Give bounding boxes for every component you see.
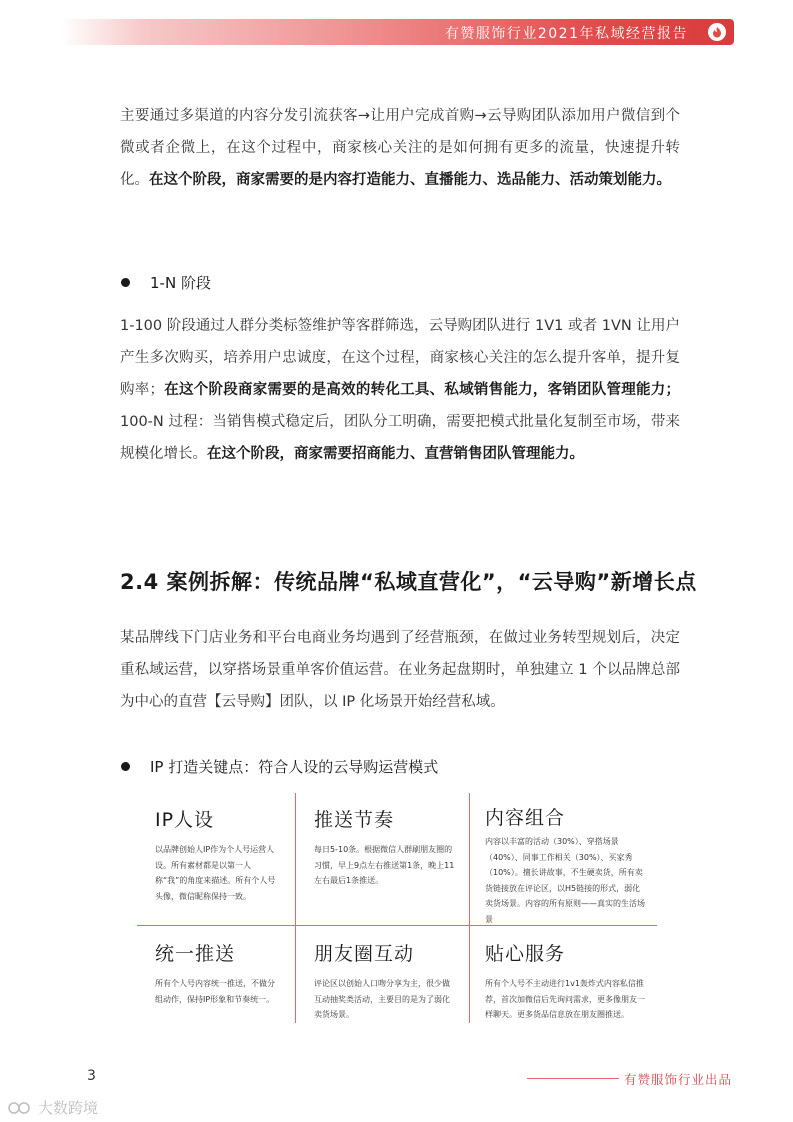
cell-title: 统一推送: [155, 943, 236, 965]
bullet-dot-icon: [121, 762, 130, 771]
paragraph-text: 100-N 过程：当销售模式稳定后，团队分工明确，需要把模式批量化复制至市场，带来规模化增长。: [120, 414, 680, 462]
ip-operation-grid: [137, 793, 657, 1023]
paragraph-text: 1-100 阶段通过人群分类标签维护等客群筛选，云导购团队进行 1V1 或者 1VN 让用户产生多次购买，培养用户忠诚度，在这个过程，商家核心关注的怎么提升客单，提升复购率；: [120, 318, 680, 398]
watermark-text: 大数跨境: [38, 1099, 99, 1117]
cell-title: 内容组合: [485, 807, 566, 829]
header-banner: [62, 19, 734, 45]
cell-title: IP人设: [155, 809, 215, 831]
footer-divider: [527, 1078, 619, 1079]
report-title: 有赞服饰行业2021年私域经营报告: [444, 26, 688, 42]
paragraph-1-n-stage: [120, 310, 680, 470]
bullet-label: 1-N 阶段: [150, 274, 211, 292]
paragraph-0-n-stage: [120, 100, 680, 196]
grid-divider-vertical: [469, 793, 470, 1023]
cell-title: 贴心服务: [485, 943, 566, 965]
cell-text: 内容以丰富的活动（30%）、穿搭场景（40%）、同事工作相关（30%）、买家秀（10%）。擅长讲故事，不生硬卖货，所有卖货链接放在评论区，以H5链接的形式，弱化卖货场景。内容的所有原则——真实的生活场景: [485, 837, 645, 924]
youzan-logo-icon: [708, 23, 726, 41]
paragraph-case-study: [120, 622, 680, 718]
footer-publisher: 有赞服饰行业出品: [624, 1072, 733, 1087]
grid-cell-content-mix: [485, 803, 645, 927]
bullet-dot-icon: [121, 278, 130, 287]
paragraph-bold-text: 在这个阶段商家需要的是高效的转化工具、私域销售能力，客销团队管理能力；: [164, 382, 681, 398]
section-heading: 2.4 案例拆解：传统品牌“私域直营化”，“云导购”新增长点: [120, 570, 697, 594]
bullet-label: IP 打造关键点：符合人设的云导购运营模式: [150, 758, 439, 776]
watermark-logo-icon: [8, 1100, 34, 1116]
bullet-1-n-stage: [121, 272, 211, 293]
cell-text: 所有个人号内容统一推送，不做分组动作，保持IP形象和节奏统一。: [155, 979, 275, 1004]
paragraph-bold-text: 在这个阶段，商家需要的是内容打造能力、直播能力、选品能力、活动策划能力。: [149, 172, 671, 188]
page-number: 3: [87, 1068, 96, 1084]
grid-cell-caring-service: [485, 939, 645, 1023]
cell-text: 评论区以创始人口吻分享为主，很少做互动抽奖类活动，主要目的是为了弱化卖货场景。: [314, 979, 450, 1019]
paragraph-text: 主要通过多渠道的内容分发引流获客→让用户完成首购→云导购团队添加用户微信到个微或者企微上，在这个过程中，商家核心关注的是如何拥有更多的流量，快速提升转化。: [120, 108, 680, 188]
grid-cell-ip-persona: [155, 805, 280, 904]
cell-text: 所有个人号不主动进行1v1轰炸式内容私信推荐，首次加微信后先询问需求，更多像朋友一样聊天。更多货品信息放在朋友圈推送。: [485, 979, 645, 1019]
cell-text: 以品牌创始人IP作为个人号运营人设。所有素材都是以第一人称“我”的角度来描述。所有个人号头像，微信昵称保持一致。: [155, 845, 276, 901]
cell-title: 推送节奏: [314, 809, 395, 831]
grid-cell-unified-push: [155, 939, 280, 1007]
grid-divider-vertical: [295, 793, 296, 1023]
paragraph-text: 某品牌线下门店业务和平台电商业务均遇到了经营瓶颈，在做过业务转型规划后，决定重私域运营，以穿搭场景重单客价值运营。在业务起盘期时，单独建立 1 个以品牌总部为中心的直营【云导购】团队，以 IP 化场景开始经营私域。: [120, 630, 680, 710]
bullet-ip-key-points: [121, 756, 438, 777]
grid-cell-moments-interaction: [314, 939, 456, 1023]
paragraph-bold-text: 在这个阶段，商家需要招商能力、直营销售团队管理能力。: [207, 446, 584, 462]
cell-text: 每日5-10条。根据微信人群刷朋友圈的习惯，早上9点左右推送第1条，晚上11左右最后1条推送。: [314, 845, 455, 885]
watermark: [8, 1097, 98, 1118]
cell-title: 朋友圈互动: [314, 943, 415, 965]
grid-cell-push-rhythm: [314, 805, 456, 889]
